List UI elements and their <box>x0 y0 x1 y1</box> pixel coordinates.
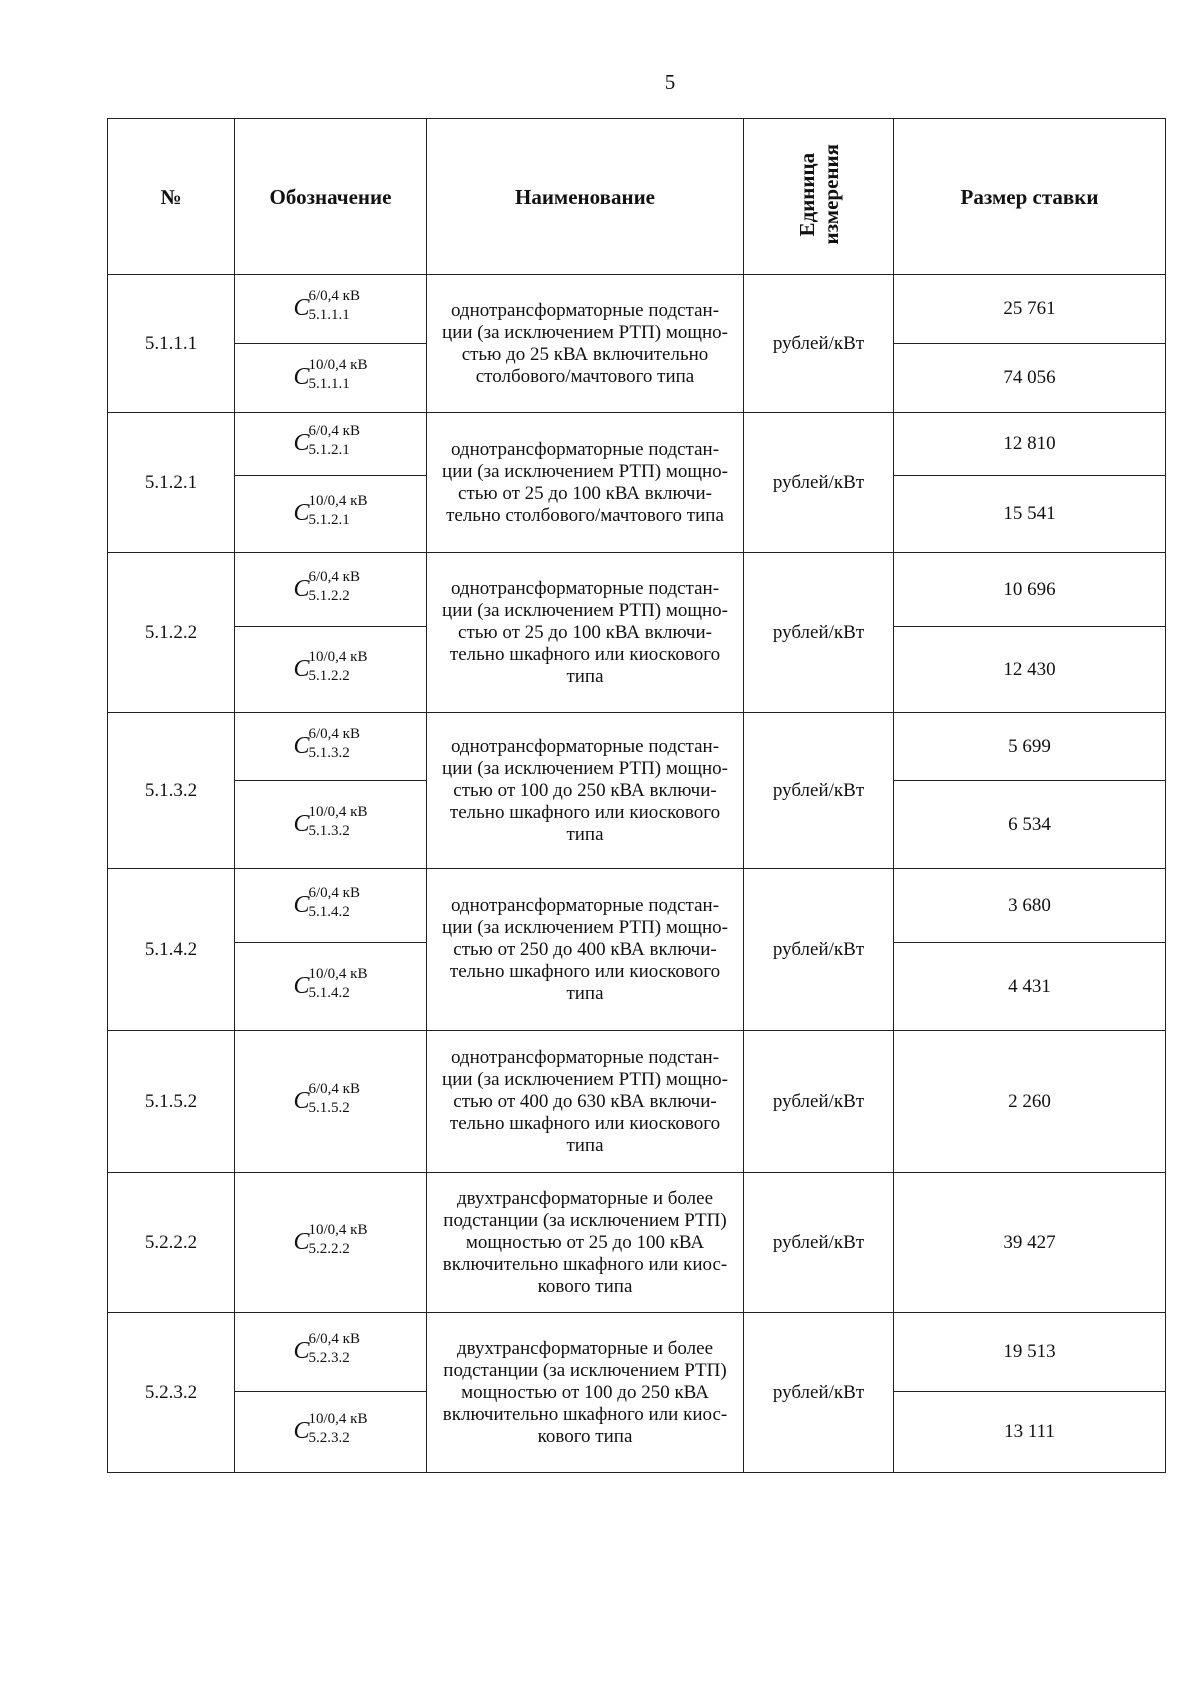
designation-cell <box>235 1173 427 1313</box>
rate-symbol <box>293 423 368 458</box>
rate-symbol-voltage: 10/0,4 кВ <box>308 803 368 820</box>
rate-value: 25 761 <box>894 275 1166 344</box>
header-unit-label: Единица измерения <box>794 144 843 245</box>
rate-symbol-base: C <box>293 810 310 837</box>
rate-symbol-index: 5.2.2.2 <box>308 1240 350 1257</box>
rate-symbol-index: 5.1.1.1 <box>308 376 350 392</box>
unit-cell: рублей/кВт <box>744 1313 894 1473</box>
rate-symbol-voltage: 10/0,4 кВ <box>308 1221 368 1238</box>
page-number: 5 <box>664 70 676 94</box>
rate-value: 5 699 <box>894 713 1166 781</box>
header-num: № <box>108 119 235 275</box>
unit-cell: рублей/кВт <box>744 275 894 413</box>
rate-symbol-voltage: 6/0,4 кВ <box>308 568 360 585</box>
designation-cell <box>235 413 427 476</box>
table-row <box>108 553 1166 627</box>
rate-symbol-voltage: 10/0,4 кВ <box>308 493 368 509</box>
designation-cell <box>235 1031 427 1173</box>
rate-symbol-voltage: 6/0,4 кВ <box>308 884 360 901</box>
table-row <box>108 869 1166 943</box>
rate-symbol <box>293 965 368 1001</box>
table-row <box>108 1173 1166 1313</box>
rate-symbol-base: C <box>293 1087 310 1114</box>
rate-symbol <box>293 288 368 323</box>
rate-symbol-index: 5.1.3.2 <box>308 744 350 761</box>
rate-symbol-base: C <box>293 364 310 390</box>
rate-symbol-index: 5.1.2.1 <box>308 442 350 458</box>
designation-cell <box>235 476 427 553</box>
rate-symbol-base: C <box>293 972 310 999</box>
row-number: 5.1.2.1 <box>108 413 235 553</box>
rate-symbol-index: 5.2.3.2 <box>308 1430 350 1446</box>
rate-symbol-index: 5.1.4.2 <box>308 903 350 920</box>
row-number: 5.1.1.1 <box>108 275 235 413</box>
description-cell: двухтрансформаторные и более подстанции (за исключением РТП) мощностью от 25 до 100 кВА включительно шкафного или киос- кового типа <box>427 1173 744 1313</box>
unit-cell: рублей/кВт <box>744 1031 894 1173</box>
rate-symbol <box>293 1411 368 1446</box>
description-cell: однотрансформаторные подстан- ции (за исключением РТП) мощно- стью от 400 до 630 кВА включи- тельно шкафного или киоскового типа <box>427 1031 744 1173</box>
description-cell: однотрансформаторные подстан- ции (за исключением РТП) мощно- стью от 250 до 400 кВА включи- тельно шкафного или киоскового типа <box>427 869 744 1031</box>
rate-symbol-voltage: 10/0,4 кВ <box>308 357 368 373</box>
rate-symbol-base: C <box>293 1418 310 1444</box>
header-name: Наименование <box>427 119 744 275</box>
rate-symbol-voltage: 6/0,4 кВ <box>308 288 360 304</box>
rate-value: 19 513 <box>894 1313 1166 1392</box>
designation-cell <box>235 1313 427 1392</box>
unit-cell: рублей/кВт <box>744 413 894 553</box>
unit-cell: рублей/кВт <box>744 869 894 1031</box>
rate-symbol-base: C <box>293 732 310 759</box>
rate-symbol-index: 5.1.4.2 <box>308 984 350 1001</box>
unit-cell: рублей/кВт <box>744 553 894 713</box>
rate-symbol-index: 5.2.3.2 <box>308 1350 350 1366</box>
rate-symbol-base: C <box>293 575 310 602</box>
row-number: 5.2.3.2 <box>108 1313 235 1473</box>
rate-value: 15 541 <box>894 476 1166 553</box>
table-row <box>108 413 1166 476</box>
header-designation: Обозначение <box>235 119 427 275</box>
rate-symbol-index: 5.1.2.1 <box>308 512 350 528</box>
rate-symbol <box>293 493 368 528</box>
unit-cell: рублей/кВт <box>744 713 894 869</box>
header-unit <box>744 119 894 275</box>
rate-symbol <box>293 1080 368 1116</box>
designation-cell <box>235 344 427 413</box>
description-cell: двухтрансформаторные и более подстанции (за исключением РТП) мощностью от 100 до 250 кВА включительно шкафного или киос- кового типа <box>427 1313 744 1473</box>
rates-table <box>107 118 1166 1473</box>
designation-cell <box>235 713 427 781</box>
rate-symbol-base: C <box>293 295 310 321</box>
rate-symbol-index: 5.1.1.1 <box>308 307 350 323</box>
rate-symbol-voltage: 10/0,4 кВ <box>308 965 368 982</box>
table-row <box>108 1031 1166 1173</box>
rate-symbol-voltage: 10/0,4 кВ <box>308 648 368 665</box>
row-number: 5.1.3.2 <box>108 713 235 869</box>
rate-symbol <box>293 357 368 392</box>
rate-symbol-base: C <box>293 655 310 682</box>
rate-value: 12 810 <box>894 413 1166 476</box>
table-row <box>108 713 1166 781</box>
rate-symbol-voltage: 10/0,4 кВ <box>308 1411 368 1427</box>
rate-symbol <box>293 1331 368 1366</box>
table-body <box>108 275 1166 1473</box>
rate-symbol-base: C <box>293 1228 310 1255</box>
unit-cell: рублей/кВт <box>744 1173 894 1313</box>
rate-value: 12 430 <box>894 627 1166 713</box>
designation-cell <box>235 553 427 627</box>
rate-value: 39 427 <box>894 1173 1166 1313</box>
rate-value: 4 431 <box>894 943 1166 1031</box>
designation-cell <box>235 869 427 943</box>
description-cell: однотрансформаторные подстан- ции (за исключением РТП) мощно- стью до 25 кВА включительно столбового/мачтового типа <box>427 275 744 413</box>
rate-symbol-index: 5.1.5.2 <box>308 1099 350 1116</box>
rate-symbol <box>293 568 368 604</box>
row-number: 5.2.2.2 <box>108 1173 235 1313</box>
rate-value: 74 056 <box>894 344 1166 413</box>
row-number: 5.1.5.2 <box>108 1031 235 1173</box>
designation-cell <box>235 627 427 713</box>
rate-symbol-voltage: 6/0,4 кВ <box>308 423 360 439</box>
rate-symbol-base: C <box>293 430 310 456</box>
rate-symbol <box>293 1221 368 1257</box>
designation-cell <box>235 781 427 869</box>
rate-symbol-base: C <box>293 891 310 918</box>
rate-symbol-voltage: 6/0,4 кВ <box>308 1080 360 1097</box>
rate-symbol-index: 5.1.2.2 <box>308 667 350 684</box>
header-rate: Размер ставки <box>894 119 1166 275</box>
rate-value: 6 534 <box>894 781 1166 869</box>
rate-symbol <box>293 648 368 684</box>
description-cell: однотрансформаторные подстан- ции (за исключением РТП) мощно- стью от 25 до 100 кВА включи- тельно столбового/мачтового типа <box>427 413 744 553</box>
rate-symbol-base: C <box>293 1338 310 1364</box>
rate-value: 3 680 <box>894 869 1166 943</box>
description-cell: однотрансформаторные подстан- ции (за исключением РТП) мощно- стью от 25 до 100 кВА включи- тельно шкафного или киоскового типа <box>427 553 744 713</box>
rate-symbol-base: C <box>293 500 310 526</box>
table-row <box>108 275 1166 344</box>
description-cell: однотрансформаторные подстан- ции (за исключением РТП) мощно- стью от 100 до 250 кВА включи- тельно шкафного или киоскового типа <box>427 713 744 869</box>
rate-symbol <box>293 725 368 761</box>
row-number: 5.1.2.2 <box>108 553 235 713</box>
designation-cell <box>235 1392 427 1473</box>
rate-value: 10 696 <box>894 553 1166 627</box>
table-header-row <box>108 119 1166 275</box>
rate-value: 2 260 <box>894 1031 1166 1173</box>
rate-symbol-voltage: 6/0,4 кВ <box>308 1331 360 1347</box>
table-row <box>108 1313 1166 1392</box>
row-number: 5.1.4.2 <box>108 869 235 1031</box>
rate-symbol-voltage: 6/0,4 кВ <box>308 725 360 742</box>
rate-symbol <box>293 884 368 920</box>
designation-cell <box>235 943 427 1031</box>
designation-cell <box>235 275 427 344</box>
rate-value: 13 111 <box>894 1392 1166 1473</box>
rate-symbol-index: 5.1.2.2 <box>308 587 350 604</box>
rate-symbol-index: 5.1.3.2 <box>308 822 350 839</box>
rate-symbol <box>293 803 368 839</box>
